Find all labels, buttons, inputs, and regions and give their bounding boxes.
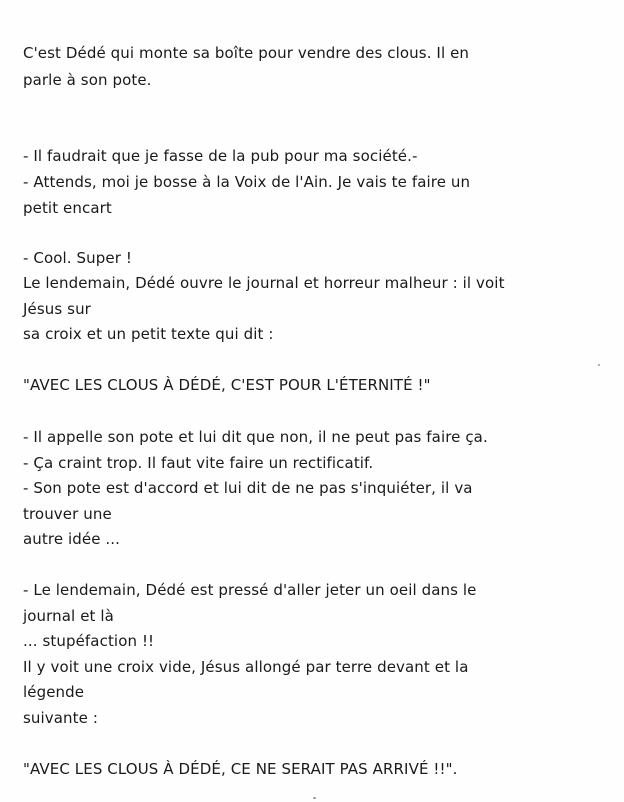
text-line: Il y voit une croix vide, Jésus allongé par terre devant et la bbox=[23, 658, 469, 676]
text-line: journal et là bbox=[23, 607, 114, 625]
text-line: autre idée ... bbox=[23, 530, 121, 548]
text-line: - Cool. Super ! bbox=[23, 249, 132, 267]
quote-line: "AVEC LES CLOUS À DÉDÉ, CE NE SERAIT PAS ARRIVÉ !!". bbox=[23, 760, 458, 778]
text-line: légende bbox=[23, 683, 85, 701]
text-line: - Il faudrait que je fasse de la pub pour ma société.- bbox=[23, 147, 418, 165]
text-line: - Le lendemain, Dédé est pressé d'aller jeter un oeil dans le bbox=[23, 581, 477, 599]
text-line: - Ça craint trop. Il faut vite faire un rectificatif. bbox=[23, 454, 374, 472]
text-line: Le lendemain, Dédé ouvre le journal et horreur malheur : il voit bbox=[23, 274, 505, 292]
text-line: petit encart bbox=[23, 199, 112, 217]
text-line: Jésus sur bbox=[23, 300, 91, 318]
text-line: ... stupéfaction !! bbox=[23, 632, 155, 650]
text-line: - Attends, moi je bosse à la Voix de l'Ain. Je vais te faire un bbox=[23, 173, 471, 191]
scan-speck bbox=[598, 364, 600, 366]
quote-line: "AVEC LES CLOUS À DÉDÉ, C'EST POUR L'ÉTERNITÉ !" bbox=[23, 376, 431, 394]
text-line: C'est Dédé qui monte sa boîte pour vendre des clous. Il en bbox=[23, 44, 470, 62]
scan-speck bbox=[313, 797, 316, 799]
text-line: trouver une bbox=[23, 505, 112, 523]
text-line: - Il appelle son pote et lui dit que non, il ne peut pas faire ça. bbox=[23, 428, 488, 446]
text-line: suivante : bbox=[23, 709, 98, 727]
text-line: - Son pote est d'accord et lui dit de ne pas s'inquiéter, il va bbox=[23, 479, 473, 497]
text-line: sa croix et un petit texte qui dit : bbox=[23, 325, 274, 343]
text-line: parle à son pote. bbox=[23, 71, 152, 89]
